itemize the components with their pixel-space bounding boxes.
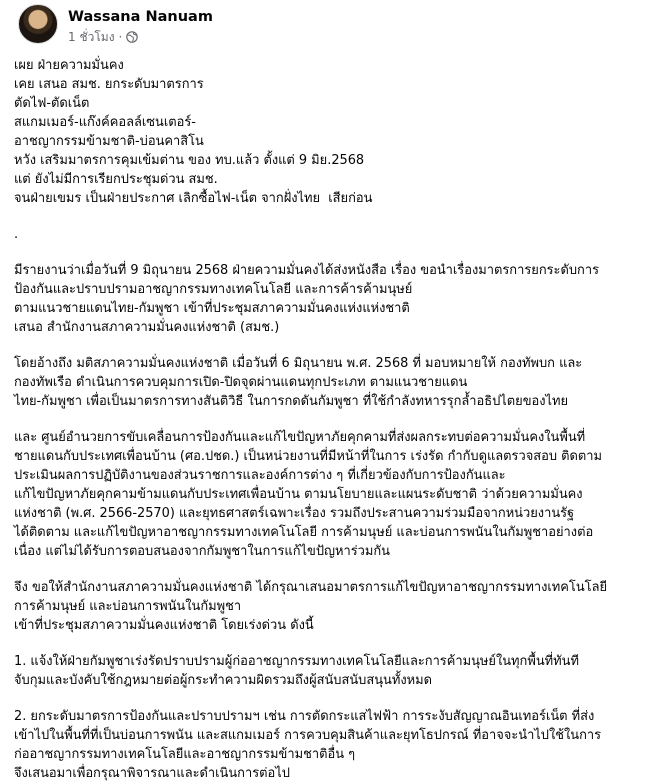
avatar[interactable] — [18, 4, 58, 44]
post-line: แต่ ยังไม่มีการเรียกประชุมด่วน สมช. — [14, 172, 218, 187]
post-line: ได้ติดตาม และแก้ไขปัญหาอาชญากรรมทางเทคโนโลยี การค้ามนุษย์ และบ่อนการพนันในกัมพูชาอย่างต่อ — [14, 525, 594, 540]
post-line: เข้าที่ประชุมสภาความมั่นคงแห่งชาติ โดยเร่งด่วน ดังนี้ — [14, 618, 314, 633]
post-line: . — [14, 227, 19, 242]
post-paragraph — [14, 578, 652, 635]
post-line: เคย เสนอ สมช. ยกระดับมาตรการ — [14, 77, 204, 92]
post-line: และ ศูนย์อำนวยการขับเคลื่อนการป้องกันและแก้ไขปัญหาภัยคุกคามที่ส่งผลกระทบต่อความมั่นคงในพื้นที่ — [14, 430, 586, 445]
post-paragraph — [14, 428, 652, 561]
post-line: กองทัพเรือ ดำเนินการควบคุมการเปิด-ปิดจุดผ่านแดนทุกประเภท ตามแนวชายแดน — [14, 375, 468, 390]
post-line: เนื่อง แต่ไม่ได้รับการตอบสนองจากกัมพูชาในการแก้ไขปัญหาร่วมกัน — [14, 544, 390, 559]
globe-icon[interactable] — [126, 31, 138, 43]
post-line: ตัดไฟ-ตัดเน็ต — [14, 96, 90, 111]
post-paragraph — [14, 354, 652, 411]
post-paragraph — [14, 225, 652, 244]
post-line: ประเมินผลการปฏิบัติงานของส่วนราชการและองค์การต่าง ๆ ที่เกี่ยวข้องกับการป้องกันและ — [14, 468, 506, 483]
post-line: จึง ขอให้สำนักงานสภาความมั่นคงแห่งชาติ ได้กรุณาเสนอมาตรการแก้ไขปัญหาอาชญากรรมทางเทคโนโลยี — [14, 580, 608, 595]
post-paragraph — [14, 707, 652, 783]
post-paragraph — [14, 56, 652, 208]
post-paragraph — [14, 261, 652, 337]
post-line: แก้ไขปัญหาภัยคุกคามข้ามแดนกับประเทศเพื่อนบ้าน ตามนโยบายและแผนระดับชาติ ว่าด้วยความมั่นคง — [14, 487, 583, 502]
post-header — [14, 0, 652, 56]
post-line: มีรายงานว่าเมื่อวันที่ 9 มิถุนายน 2568 ฝ่ายความมั่นคงได้ส่งหนังสือ เรื่อง ขอนำเรื่องมาตรการยกระดับการ — [14, 263, 599, 278]
post-time[interactable]: 1 ชั่วโมง — [68, 30, 115, 44]
post-body — [14, 56, 652, 783]
post-line: หวัง เสริมมาตรการคุมเข้มต่าน ของ ทบ.แล้ว ตั้งแต่ 9 มิย.2568 — [14, 153, 365, 168]
post-line: ตามแนวชายแดนไทย-กัมพูชา เข้าที่ประชุมสภาความมั่นคงแห่งแห่งชาติ — [14, 301, 410, 316]
post-line: แห่งชาติ (พ.ศ. 2566-2570) และยุทธศาสตร์เฉพาะเรื่อง รวมถึงประสานความร่วมมือจากหน่วยงานรัฐ — [14, 506, 575, 521]
post-line: ก่ออาชญากรรมทางเทคโนโลยีและอาชญากรรมข้ามชาติอื่น ๆ — [14, 747, 356, 762]
post-line: โดยอ้างถึง มติสภาความมั่นคงแห่งชาติ เมื่อวันที่ 6 มิถุนายน พ.ศ. 2568 ที่ มอบหมายให้ กองทัพบก และ — [14, 356, 583, 371]
post-line: ชายแดนกับประเทศเพื่อนบ้าน (ศอ.ปชด.) เป็นหน่วยงานที่มีหน้าที่ในการ เร่งรัด กำกับดูแลตรวจสอบ ติดตาม — [14, 449, 603, 464]
post-line: เสนอ สำนักงานสภาความมั่นคงแห่งชาติ (สมช.) — [14, 320, 280, 335]
post-line: จับกุมและบังคับใช้กฎหมายต่อผู้กระทำความผิดรวมถึงผู้สนับสนับสนุนทั้งหมด — [14, 673, 433, 688]
post-line: เข้าไปในพื้นที่ที่เป็นบ่อนการพนัน และสแกมเมอร์ การควบคุมสินค้าและยุทโธปกรณ์ ที่อาจจะนำไปใช้ในการ — [14, 728, 602, 743]
post-line: จึงเสนอมาเพื่อกรุณาพิจารณาและดำเนินการต่อไป — [14, 766, 290, 781]
post-line: เผย ฝ่ายความมั่นคง — [14, 58, 124, 73]
post-line: สแกมเมอร์-แก๊งค์คอลล์เซนเตอร์- — [14, 115, 196, 130]
post-line: ไทย-กัมพูชา เพื่อเป็นมาตรการทางสันติวิธี ในการกดดันกัมพูชา ที่ใช้กำลังทหารรุกล้ำอธิปไตยของไทย — [14, 394, 569, 409]
author-name[interactable]: Wassana Nanuam — [68, 9, 213, 25]
post-line: 1. แจ้งให้ฝ่ายกัมพูชาเร่งรัดปราบปรามผู้ก่ออาชญากรรมทางเทคโนโลยีและการค้ามนุษย์ในทุกพื้นที่ทันที — [14, 654, 579, 669]
post-line: ป้องกันและปราบปรามอาชญากรรมทางเทคโนโลยี และการค้ารค้ามนุษย์ — [14, 282, 413, 297]
post-line: การค้ามนุษย์ และบ่อนการพนันในกัมพูชา — [14, 599, 242, 614]
post-paragraph — [14, 652, 652, 690]
meta-separator: · — [118, 30, 123, 44]
post-meta — [68, 29, 138, 45]
post-line: 2. ยกระดับมาตรการป้องกันและปราบปรามฯ เช่น การตัดกระแสไฟฟ้า การระงับสัญญาณอินเทอร์เน็ต ที่ส่ง — [14, 709, 595, 724]
post-line: อาชญากรรมข้ามชาติ-บ่อนคาสิโน — [14, 134, 204, 149]
post-line: จนฝ่ายเขมร เป็นฝ่ายประกาศ เลิกซื้อไฟ-เน็ต จากฝั่งไทย เสียก่อน — [14, 191, 373, 206]
